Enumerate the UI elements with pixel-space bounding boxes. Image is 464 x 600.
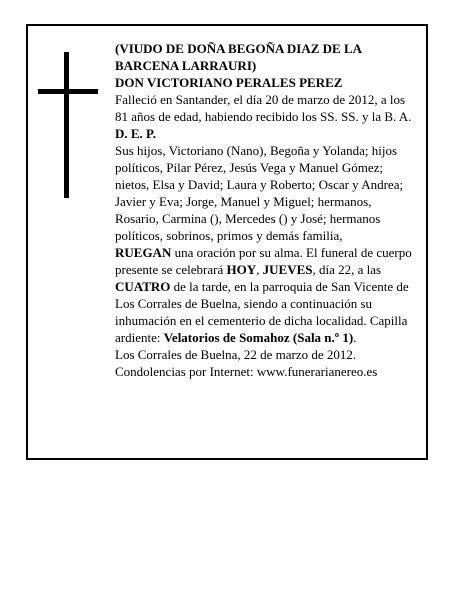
comma-separator: , — [256, 262, 263, 277]
cross-vertical-bar — [64, 52, 69, 198]
funeral-paragraph — [115, 244, 417, 346]
hoy-word: HOY — [226, 262, 257, 277]
chapel-name: Velatorios de Somahoz (Sala n.º 1) — [163, 330, 354, 345]
ruegan-rest: una oración por su alma. El funeral de cuerpo presente se celebrará — [115, 245, 412, 277]
cross-horizontal-bar — [38, 89, 98, 94]
cuatro-word: CUATRO — [115, 279, 171, 294]
jueves-word: JUEVES — [262, 262, 313, 277]
day-part: , día 22, a las — [312, 262, 382, 277]
widower-line: (VIUDO DE DOÑA BEGOÑA DIAZ DE LA BARCENA LARRAURI) — [115, 41, 362, 73]
obituary-text — [115, 40, 417, 380]
ruegan-word: RUEGAN — [115, 245, 172, 260]
rip-line: D. E. P. — [115, 126, 157, 141]
cross-icon — [38, 52, 98, 198]
place-date: Los Corrales de Buelna, 22 de marzo de 2012. — [115, 347, 357, 362]
chapel-end: . — [353, 330, 357, 345]
condolences-line: Condolencias por Internet: www.funerarianereo.es — [115, 364, 378, 379]
deceased-name: DON VICTORIANO PERALES PEREZ — [115, 75, 343, 90]
funeral-rest: de la tarde, en la parroquia de San Vicente de Los Corrales de Buelna, siendo a continuación su inhumación en el cementerio de dicha localidad. Capilla ardiente: — [115, 279, 409, 345]
family-list: Sus hijos, Victoriano (Nano), Begoña y Yolanda; hijos políticos, Pilar Pérez, Jesús Vega y Manuel Gómez; nietos, Elsa y David; Laura y Roberto; Oscar y Andrea; Javier y Eva; Jorge, Manuel y Miguel; hermanos, Rosario, Carmina (), Mercedes () y José; hermanos políticos, sobrinos, primos y demás familia, — [115, 143, 404, 243]
death-details: Falleció en Santander, el día 20 de marzo de 2012, a los 81 años de edad, habiendo recibido los SS. SS. y la B. A. — [115, 92, 412, 124]
